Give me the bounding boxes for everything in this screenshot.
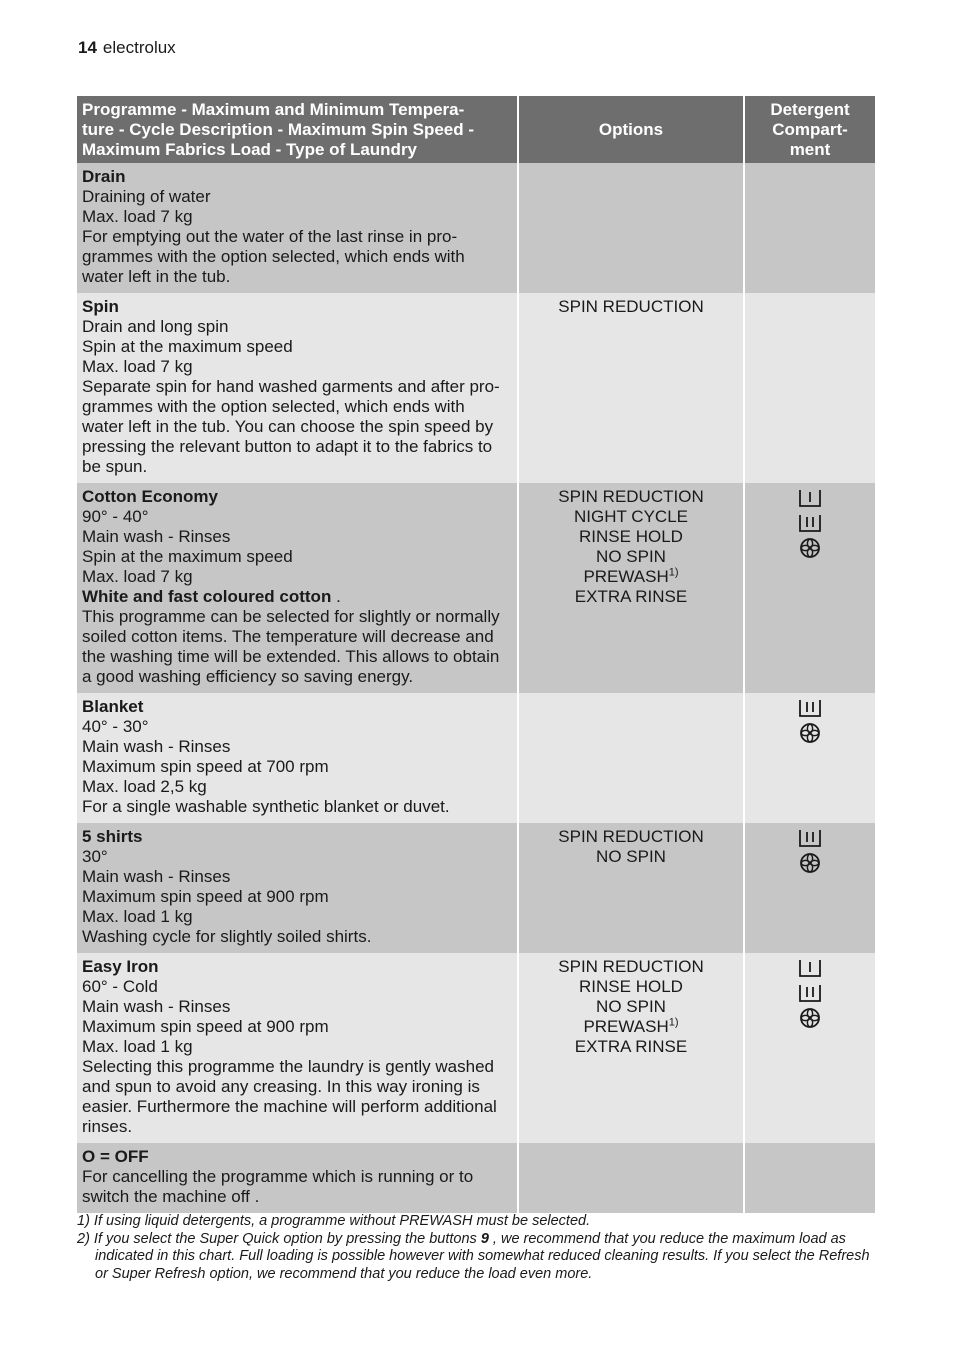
programme-name: Cotton Economy [82, 487, 218, 506]
option-item: RINSE HOLD [579, 527, 683, 546]
laundry-type-label: White and fast coloured cotton [82, 587, 332, 606]
softener-compartment-icon [797, 722, 823, 744]
column-header-programme [77, 96, 518, 163]
page-header [78, 38, 176, 58]
main-wash-compartment-icon [797, 697, 823, 719]
description-line: easier. Furthermore the machine will perform additional [82, 1097, 497, 1116]
option-item: SPIN REDUCTION [558, 827, 704, 846]
column-header-detergent [744, 96, 875, 163]
description-line: soiled cotton items. The temperature will decrease and [82, 627, 494, 646]
description-line: For cancelling the programme which is running or to [82, 1167, 474, 1186]
main-wash-compartment-icon [797, 982, 823, 1004]
description-line: the washing time will be extended. This allows to obtain [82, 647, 500, 666]
description-line: This programme can be selected for slightly or normally [82, 607, 500, 626]
programme-name: 5 shirts [82, 827, 143, 846]
description-line: Spin at the maximum speed [82, 337, 293, 356]
description-line: For emptying out the water of the last rinse in pro- [82, 227, 458, 246]
programme-description [77, 163, 518, 293]
description-line: Max. load 7 kg [82, 567, 193, 586]
description-line: Main wash - Rinses [82, 867, 231, 886]
softener-compartment-icon [797, 852, 823, 874]
table-row [77, 953, 875, 1143]
detergent-compartment [744, 293, 875, 483]
table-row [77, 823, 875, 953]
detergent-compartment [744, 483, 875, 693]
programme-description [77, 693, 518, 823]
description-line: be spun. [82, 457, 148, 476]
page-number: 14 [78, 38, 97, 57]
description-line: Spin at the maximum speed [82, 547, 293, 566]
description-line: grammes with the option selected, which ends with [82, 247, 465, 266]
description-line: water left in the tub. You can choose the spin speed by [82, 417, 494, 436]
description-line: 30° [82, 847, 108, 866]
softener-compartment-icon [797, 537, 823, 559]
option-item: NIGHT CYCLE [574, 507, 688, 526]
header-line: Compart- [772, 120, 848, 139]
description-line: 60° - Cold [82, 977, 158, 996]
description-line: Max. load 1 kg [82, 1037, 193, 1056]
header-line: ture - Cycle Description - Maximum Spin Speed - [82, 120, 475, 139]
description-line: Maximum spin speed at 700 rpm [82, 757, 329, 776]
option-item: NO SPIN [596, 547, 666, 566]
table-row [77, 293, 875, 483]
detergent-compartment [744, 953, 875, 1143]
option-item [524, 1017, 738, 1037]
description-line: Main wash - Rinses [82, 527, 231, 546]
description-line: Maximum spin speed at 900 rpm [82, 1017, 329, 1036]
column-header-options: Options [518, 96, 744, 163]
option-label: PREWASH [583, 1017, 669, 1036]
option-item: NO SPIN [596, 997, 666, 1016]
table-row [77, 163, 875, 293]
programme-options [518, 823, 744, 953]
programme-description [77, 823, 518, 953]
footnote-2-text: 2) If you select the Super Quick option by pressing the buttons [77, 1230, 481, 1247]
option-item: EXTRA RINSE [574, 587, 688, 606]
table-row [77, 1143, 875, 1213]
programme-options [518, 293, 744, 483]
description-line: For a single washable synthetic blanket or duvet. [82, 797, 450, 816]
description-line: switch the machine off . [82, 1187, 260, 1206]
description-line: Max. load 1 kg [82, 907, 193, 926]
description-line: Drain and long spin [82, 317, 229, 336]
programme-name: Spin [82, 297, 119, 316]
description-line: Max. load 2,5 kg [82, 777, 207, 796]
detergent-compartment [744, 693, 875, 823]
prewash-compartment-icon [797, 957, 823, 979]
detergent-compartment [744, 1143, 875, 1213]
main-wash-compartment-icon [797, 512, 823, 534]
table-header-row [77, 96, 875, 163]
detergent-compartment [744, 163, 875, 293]
prewash-compartment-icon [797, 487, 823, 509]
programme-description [77, 293, 518, 483]
description-line: Max. load 7 kg [82, 357, 193, 376]
footnote-ref: 1) [668, 1016, 679, 1029]
description-line: rinses. [82, 1117, 133, 1136]
option-item: EXTRA RINSE [574, 1037, 688, 1056]
softener-compartment-icon [797, 1007, 823, 1029]
programme-table [77, 96, 875, 1213]
header-line: Programme - Maximum and Minimum Tempera- [82, 100, 465, 119]
option-item: SPIN REDUCTION [558, 487, 704, 506]
description-line: Maximum spin speed at 900 rpm [82, 887, 329, 906]
description-line: Max. load 7 kg [82, 207, 193, 226]
description-line: Separate spin for hand washed garments and after pro- [82, 377, 500, 396]
option-item: SPIN REDUCTION [558, 297, 704, 316]
option-label: PREWASH [583, 567, 669, 586]
laundry-type-suffix: . [331, 587, 341, 606]
footnote-2-text-rest: , we recommend that you reduce the maximum load as indicated in this chart. Full loading is possible however with somewhat reduced cleaning results. If you select the Refresh or Super Refresh option, we recommend that you reduce the load even more. [95, 1230, 870, 1282]
description-line: a good washing efficiency so saving energy. [82, 667, 414, 686]
description-line: 40° - 30° [82, 717, 149, 736]
laundry-type [82, 587, 512, 607]
programme-name: Blanket [82, 697, 144, 716]
programme-name: Easy Iron [82, 957, 159, 976]
header-line: Detergent [770, 100, 850, 119]
description-line: Draining of water [82, 187, 211, 206]
description-line: Selecting this programme the laundry is gently washed [82, 1057, 494, 1076]
programme-options [518, 1143, 744, 1213]
description-line: Washing cycle for slightly soiled shirts. [82, 927, 372, 946]
programme-name: Drain [82, 167, 126, 186]
programme-description [77, 1143, 518, 1213]
description-line: water left in the tub. [82, 267, 231, 286]
table-row [77, 693, 875, 823]
description-line: pressing the relevant button to adapt it to the fabrics to [82, 437, 493, 456]
option-item: NO SPIN [596, 847, 666, 866]
footnotes [77, 1213, 877, 1283]
programme-description [77, 953, 518, 1143]
footnote-2-button-number: 9 [480, 1230, 489, 1247]
main-wash-compartment-icon [797, 827, 823, 849]
footnote-2 [77, 1231, 877, 1284]
description-line: 90° - 40° [82, 507, 149, 526]
detergent-compartment [744, 823, 875, 953]
footnote-ref: 1) [668, 566, 679, 579]
header-line: Maximum Fabrics Load - Type of Laundry [82, 140, 418, 159]
description-line: Main wash - Rinses [82, 737, 231, 756]
header-line: ment [789, 140, 831, 159]
description-line: grammes with the option selected, which ends with [82, 397, 465, 416]
footnote-1: 1) If using liquid detergents, a programme without PREWASH must be selected. [77, 1213, 591, 1229]
table-row [77, 483, 875, 693]
description-line: Main wash - Rinses [82, 997, 231, 1016]
option-item: RINSE HOLD [579, 977, 683, 996]
programme-options [518, 953, 744, 1143]
option-item: SPIN REDUCTION [558, 957, 704, 976]
option-item [524, 567, 738, 587]
brand-name: electrolux [102, 38, 176, 57]
programme-options [518, 483, 744, 693]
programme-description [77, 483, 518, 693]
programme-name: O = OFF [82, 1147, 149, 1166]
programme-options [518, 693, 744, 823]
programme-options [518, 163, 744, 293]
description-line: and spun to avoid any creasing. In this way ironing is [82, 1077, 480, 1096]
